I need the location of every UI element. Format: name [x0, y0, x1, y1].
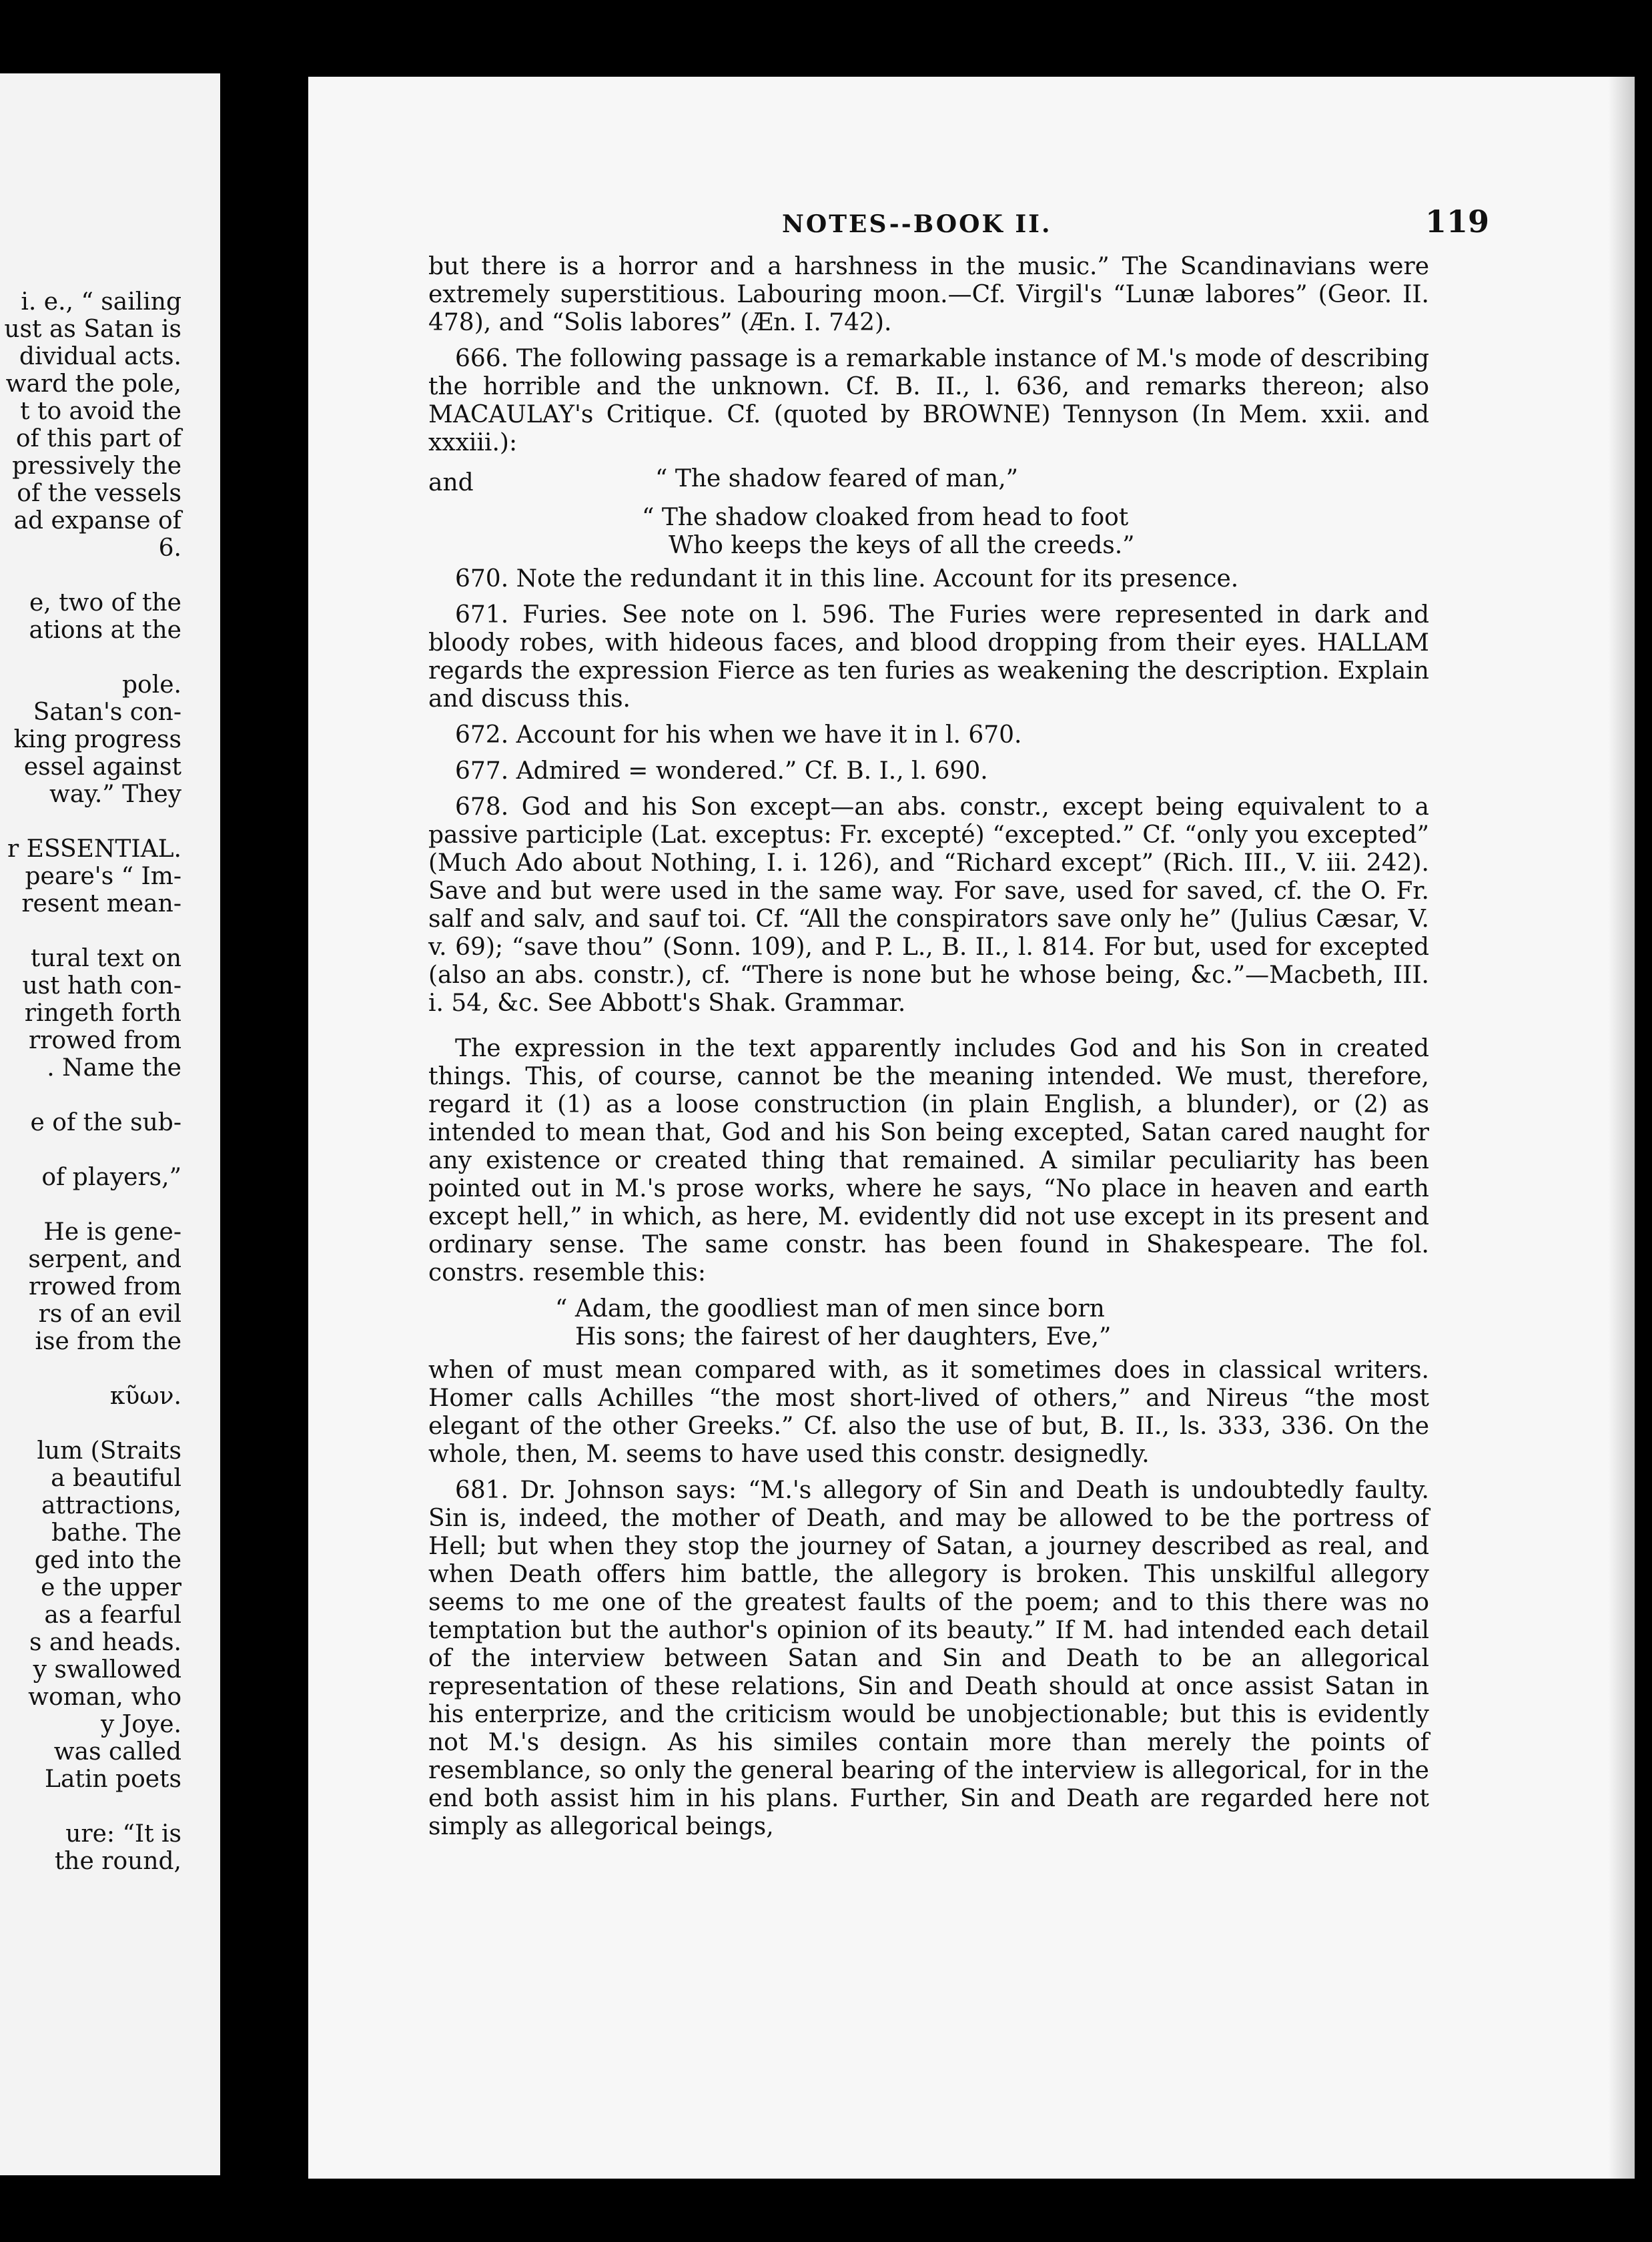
- left-page-line: ust hath con-: [22, 972, 181, 1000]
- left-page-line: 6.: [158, 534, 181, 562]
- left-page-line: the round,: [54, 1848, 181, 1875]
- page-content: [428, 204, 1489, 1849]
- left-page-line: i. e., “ sailing: [21, 288, 181, 316]
- left-page-line: of the vessels: [17, 480, 181, 507]
- note-677: 677. Admired = wondered.” Cf. B. I., l. 690.: [455, 757, 988, 785]
- left-page-line: [0, 1410, 181, 1437]
- left-page-line: [0, 1191, 181, 1218]
- left-page-line: [0, 917, 181, 945]
- left-page-text: [0, 288, 181, 1875]
- left-page-line: tural text on: [30, 945, 181, 972]
- page-edge-shadow: [1608, 77, 1635, 2179]
- quote-line: His sons; the fairest of her daughters, Eve,”: [575, 1323, 1112, 1351]
- left-page-line: r ESSENTIAL.: [7, 835, 181, 863]
- left-page-line: [0, 1793, 181, 1820]
- left-page-line: [0, 562, 181, 589]
- left-page-line: rrowed from: [28, 1273, 181, 1300]
- left-page-line: e, two of the: [29, 589, 181, 617]
- left-page-line: ust as Satan is: [4, 316, 181, 343]
- left-page-line: Satan's con-: [33, 699, 181, 726]
- note-670: 670. Note the redundant it in this line. Account for its presence.: [455, 565, 1239, 593]
- left-page-line: rrowed from: [28, 1027, 181, 1054]
- quote-connector: and: [428, 469, 474, 496]
- page-header: [428, 204, 1489, 253]
- left-page-line: essel against: [23, 753, 181, 781]
- left-page-line: s and heads.: [29, 1629, 181, 1656]
- left-page-line: lum (Straits: [37, 1437, 181, 1465]
- left-page-line: ations at the: [29, 617, 181, 644]
- quote-line: “ Adam, the goodliest man of men since born: [555, 1295, 1105, 1323]
- left-page-line: He is gene-: [43, 1218, 181, 1246]
- left-page-line: resent mean-: [21, 890, 181, 917]
- paragraph-continued: but there is a horror and a harshness in the music.” The Scandinavians were extremely superstitious. Labouring moon.—Cf. Virgil's “Lunæ labores” (Geor. II. 478), and “Solis labores” (Æn. I. 742).: [428, 253, 1429, 336]
- left-page-line: rs of an evil: [38, 1300, 181, 1328]
- note-678-expression: The expression in the text apparently includes God and his Son in created things. This, of course, cannot be the meaning intended. We must, therefore, regard it (1) as a loose construction (in plain English, a blunder), or (2) as intended to mean that, God and his Son being excepted, Satan cared naught for any existence or created thing that remained. A similar peculiarity has been pointed out in M.'s prose works, where he says, “No place in heaven and earth except hell,” in which, as here, M. evidently did not use except in its present and ordinary sense. The same constr. has been found in Shakespeare. The fol. constrs. resemble this:: [428, 1035, 1429, 1286]
- page-number: 119: [1424, 204, 1489, 240]
- left-page-line: was called: [53, 1738, 181, 1766]
- quote-line: Who keeps the keys of all the creeds.”: [669, 532, 1135, 559]
- left-page-line: pole.: [122, 671, 181, 699]
- left-page-line: Latin poets: [45, 1766, 181, 1793]
- left-page-line: [0, 1136, 181, 1164]
- left-page-line: a beautiful: [51, 1465, 181, 1492]
- left-page-line: y Joye.: [101, 1711, 181, 1738]
- note-678: 678. God and his Son except—an abs. constr., except being equivalent to a passive participle (Lat. exceptus: Fr. excepté) “excepted.” Cf. “only you excepted” (Much Ado about Nothing, I. i. 126), and “Richard except” (Rich. III., V. iii. 242). Save and but were used in the same way. For save, used for saved, cf. the O. Fr. salf and salv, and sauf toi. Cf. “All the conspirators save only he” (Julius Cæsar, V. v. 69); “save thou” (Sonn. 109), and P. L., B. II., l. 814. For but, used for excepted (also an abs. constr.), cf. “There is none but he whose being, &c.”—Macbeth, III. i. 54, &c. See Abbott's Shak. Grammar.: [428, 793, 1429, 1017]
- left-page-line: of players,”: [41, 1164, 181, 1191]
- left-page-line: ged into the: [34, 1547, 181, 1574]
- quote-adam: [428, 1295, 1429, 1351]
- left-page-line: [0, 644, 181, 671]
- left-page-line: e the upper: [41, 1574, 181, 1601]
- left-page-line: dividual acts.: [19, 343, 181, 370]
- right-page: [308, 77, 1635, 2179]
- left-page-line: . Name the: [47, 1054, 181, 1082]
- note-672: 672. Account for his when we have it in l. 670.: [455, 721, 1022, 749]
- note-681: 681. Dr. Johnson says: “M.'s allegory of Sin and Death is undoubtedly faulty. Sin is, indeed, the mother of Death, and may be allowed to be the portress of Hell; but when they stop the journey of Satan, a journey described as real, and when Death offers him battle, the allegory is broken. This unskilful allegory seems to me one of the greatest faults of the poem; and to this there was no temptation but the author's opinion of its beauty.” If M. had intended each detail of the interview between Satan and Sin and Death to be an allegorical representation of these relations, Sin and Death should at once assist Satan in his enterprize, and the criticism would be unobjectionable; but this is evidently not M.'s design. As his similes contain more than merely the points of resemblance, so only the general bearing of the interview is allegorical, for in the end both assist him in his plans. Further, Sin and Death are regarded here not simply as allegorical beings,: [428, 1477, 1429, 1840]
- left-page-line: woman, who: [28, 1684, 181, 1711]
- left-page-line: pressively the: [12, 452, 181, 480]
- note-678-continued: when of must mean compared with, as it sometimes does in classical writers. Homer calls Achilles “the most short-lived of others,” and Nireus “the most elegant of the other Greeks.” Cf. also the use of but, B. II., ls. 333, 336. On the whole, then, M. seems to have used this constr. designedly.: [428, 1357, 1429, 1468]
- quote-line: “ The shadow feared of man,”: [655, 465, 1019, 492]
- quote-666-b: [428, 504, 1429, 560]
- left-page-line: y swallowed: [33, 1656, 181, 1684]
- left-page-line: [0, 1082, 181, 1109]
- left-page-line: bathe. The: [51, 1519, 181, 1547]
- left-page-line: king progress: [13, 726, 181, 753]
- note-671: 671. Furies. See note on l. 596. The Furies were represented in dark and bloody robes, with hideous faces, and blood dropping from their eyes. HALLAM regards the expression Fierce as ten furies as weakening the description. Explain and discuss this.: [428, 601, 1429, 713]
- left-page-line: [0, 1355, 181, 1383]
- left-page-line: ward the pole,: [5, 370, 181, 398]
- left-page-line: serpent, and: [28, 1246, 181, 1273]
- left-page-line: attractions,: [41, 1492, 181, 1519]
- left-page-line: t to avoid the: [20, 398, 181, 425]
- running-head: NOTES--BOOK II.: [782, 210, 1052, 238]
- left-page-line: ise from the: [35, 1328, 181, 1355]
- left-page-line: as a fearful: [44, 1601, 181, 1629]
- note-666: 666. The following passage is a remarkable instance of M.'s mode of describing the horrible and the unknown. Cf. B. II., l. 636, and remarks thereon; also MACAULAY's Critique. Cf. (quoted by BROWNE) Tennyson (In Mem. xxii. and xxxiii.):: [428, 345, 1429, 456]
- left-page-line: way.” They: [49, 781, 181, 808]
- left-page-line: [0, 808, 181, 835]
- left-page-line: κῦων.: [109, 1383, 181, 1410]
- left-page-line: ad expanse of: [13, 507, 181, 534]
- spacer: [428, 1026, 1429, 1035]
- left-page-line: e of the sub-: [30, 1109, 181, 1136]
- left-page-line: peare's “ Im-: [25, 863, 181, 890]
- page-gutter: [220, 0, 294, 2242]
- left-page-line: ure: “It is: [65, 1820, 181, 1848]
- left-page-fragment: [0, 73, 220, 2175]
- quote-line: “ The shadow cloaked from head to foot: [642, 504, 1129, 531]
- left-page-line: of this part of: [15, 425, 181, 452]
- left-page-line: ringeth forth: [24, 1000, 181, 1027]
